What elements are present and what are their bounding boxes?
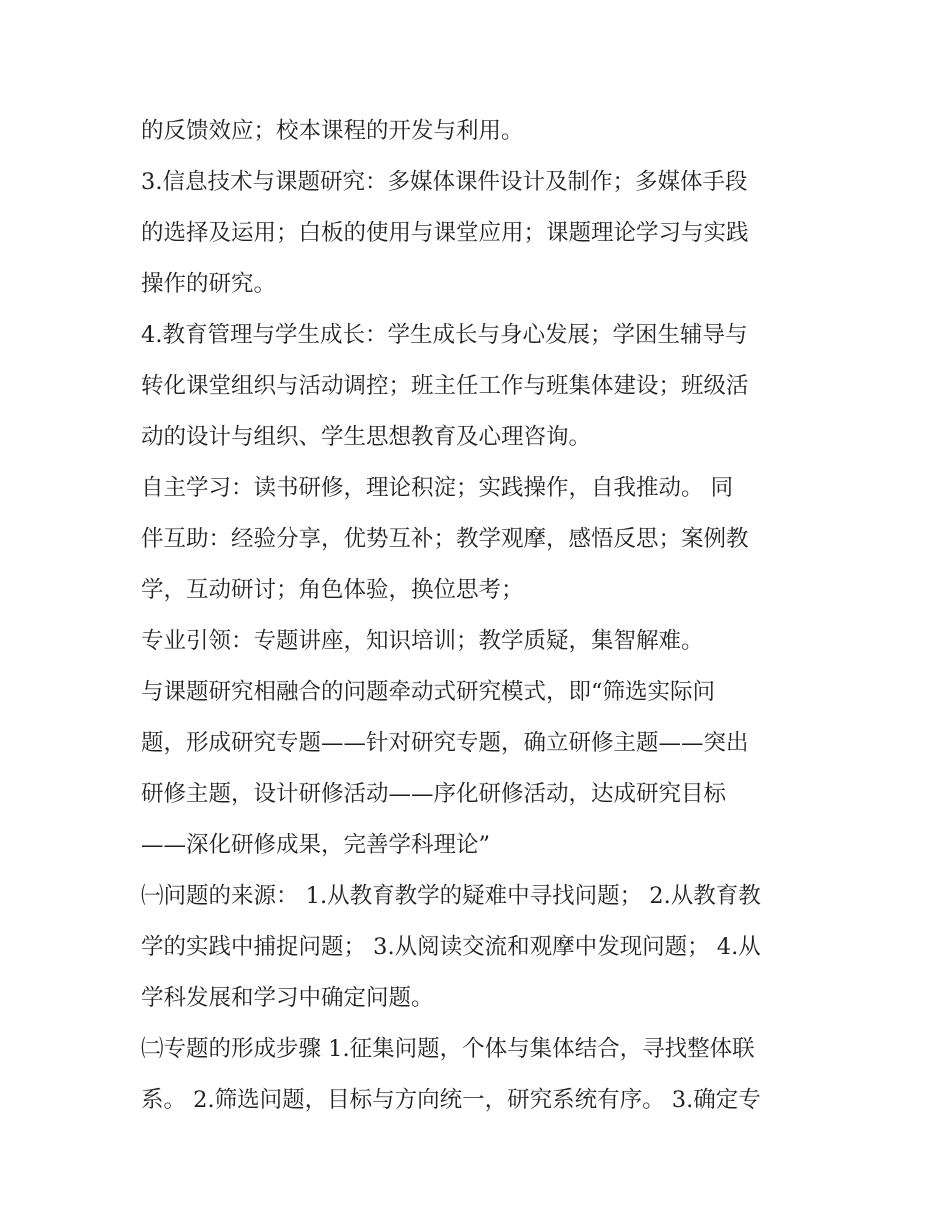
text-line: 专业引领：专题讲座，知识培训；教学质疑，集智解难。 xyxy=(141,628,704,654)
text-line: ——深化研修成果，完善学科理论” xyxy=(141,832,491,858)
text-line: 操作的研究。 xyxy=(141,271,277,297)
text-line: 系。 2.筛选问题，目标与方向统一，研究系统有序。 3.确定专 xyxy=(141,1087,761,1113)
text-line: 伴互助：经验分享，优势互补；教学观摩，感悟反思；案例教 xyxy=(141,526,749,552)
text-line: 学的实践中捕捉问题； 3.从阅读交流和观摩中发现问题； 4.从 xyxy=(141,934,761,960)
text-line: 研修主题，设计研修活动——序化研修活动，达成研究目标 xyxy=(141,781,727,807)
text-line: 转化课堂组织与活动调控；班主任工作与班集体建设；班级活 xyxy=(141,373,749,399)
text-line: 与课题研究相融合的问题牵动式研究模式，即“筛选实际问 xyxy=(141,679,716,705)
text-line: 学，互动研讨；角色体验，换位思考； xyxy=(141,577,524,603)
text-line: 动的设计与组织、学生思想教育及心理咨询。 xyxy=(141,424,592,450)
text-line: 题，形成研究专题——针对研究专题，确立研修主题——突出 xyxy=(141,730,749,756)
text-line: ㈠问题的来源： 1.从教育教学的疑难中寻找问题； 2.从教育教 xyxy=(141,883,761,909)
text-line: 的选择及运用；白板的使用与课堂应用；课题理论学习与实践 xyxy=(141,220,749,246)
text-line: 学科发展和学习中确定问题。 xyxy=(141,985,434,1011)
text-line: 4.教育管理与学生成长：学生成长与身心发展；学困生辅导与 xyxy=(141,322,748,348)
text-line: 的反馈效应；校本课程的开发与利用。 xyxy=(141,118,524,144)
text-line: 自主学习：读书研修，理论积淀；实践操作，自我推动。 同 xyxy=(141,475,734,501)
document-body xyxy=(141,106,821,1126)
text-line: 3.信息技术与课题研究：多媒体课件设计及制作；多媒体手段 xyxy=(141,169,748,195)
text-line: ㈡专题的形成步骤 1.征集问题，个体与集体结合，寻找整体联 xyxy=(141,1036,755,1062)
